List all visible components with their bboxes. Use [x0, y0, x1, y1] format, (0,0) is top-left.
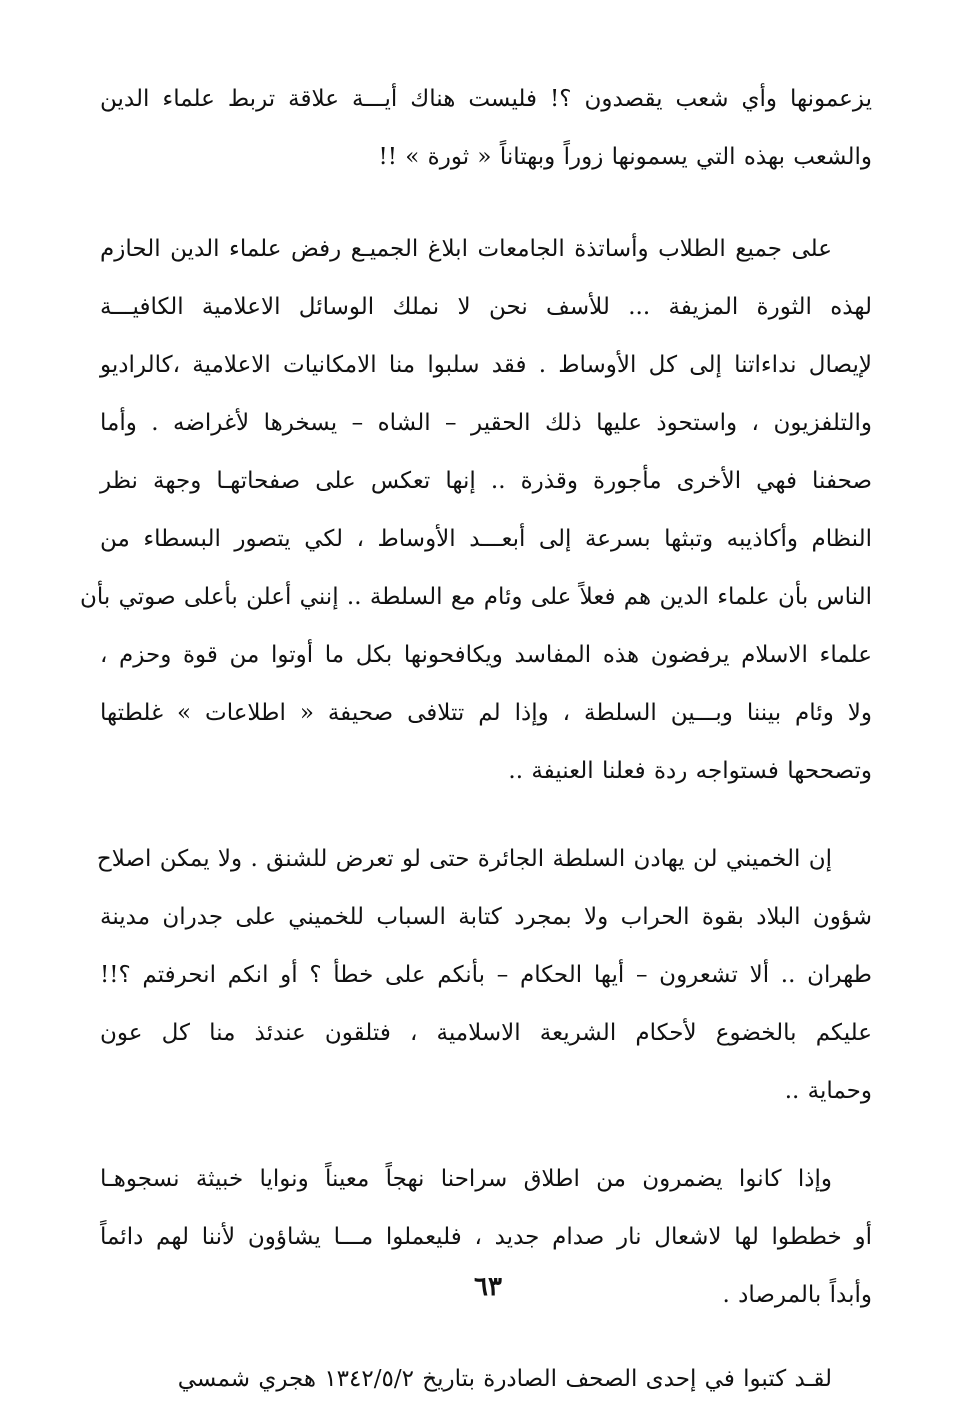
text-line: ولا وئام بيننا وبـــين السلطة ، وإذا لم تتلافى صحيفة « اطلاعات » غلطتها — [100, 700, 872, 726]
text-line: النظام وأكاذيبه وتبثها بسرعة إلى أبعـــد الأوساط ، لكي يتصور البسطاء من — [100, 526, 872, 552]
text-line: أو خططوا لها لاشعال نار صدام جديد ، فليعملوا مـــا يشاؤون لأننا لهم دائماً — [100, 1224, 872, 1250]
text-line: والشعب بهذه التي يسمونها زوراً وبهتاناً « ثورة » !! — [378, 144, 872, 170]
text-line: إن الخميني لن يهادن السلطة الجائرة حتى لو تعرض للشنق . ولا يمكن اصلاح — [96, 846, 832, 872]
text-line: وحماية .. — [784, 1078, 872, 1104]
text-line: عليكم بالخضوع لأحكام الشريعة الاسلامية ، فتلقون عندئذ منا كل عون — [100, 1020, 872, 1046]
text-line: طهران .. ألا تشعرون – أيها الحكام – بأنكم على خطأ ؟ أو انكم انحرفتم ؟!! — [100, 962, 872, 988]
paragraph-gap — [100, 1120, 872, 1150]
body-text — [80, 70, 872, 1408]
paragraph-gap — [100, 800, 872, 830]
text-line: علماء الاسلام يرفضون هذه المفاسد ويكافحونها بكل ما أوتوا من قوة وحزم ، — [100, 642, 872, 668]
text-line: على جميع الطلاب وأساتذة الجامعات ابلاغ الجميـع رفض علماء الدين الحازم — [100, 236, 832, 262]
paragraph-5 — [100, 1350, 872, 1408]
paragraph-gap — [100, 1324, 872, 1350]
text-line: الناس بأن علماء الدين هم فعلاً على وئام مع السلطة .. إنني أعلن بأعلى صوتي بأن — [80, 584, 872, 610]
text-line: لهذه الثورة المزيفة ... للأسف نحن لا نملك الوسائل الاعلامية الكافيـــة — [100, 294, 872, 320]
page-number: ٦٣ — [474, 1272, 502, 1302]
text-line: وأبداً بالمرصاد . — [722, 1282, 872, 1308]
text-line: والتلفزيون ، واستحوذ عليها ذلك الحقير – الشاه – يسخرها لأغراضه . وأما — [100, 410, 872, 436]
paragraph-2 — [80, 220, 872, 800]
paragraph-1 — [100, 70, 872, 186]
paragraph-3 — [96, 830, 872, 1120]
text-line: وتصححها فستواجه ردة فعلنا العنيفة .. — [508, 758, 872, 784]
text-line: يزعمونها وأي شعب يقصدون ؟! فليست هناك أيـــة علاقة تربط علماء الدين — [100, 86, 872, 112]
text-line: لقـد كتبوا في إحدى الصحف الصادرة بتاريخ ١٣٤٢/٥/٢ هجري شمسي — [177, 1366, 832, 1392]
text-line: شؤون البلاد بقوة الحراب ولا بمجرد كتابة السباب للخميني على جدران مدينة — [100, 904, 872, 930]
text-line: وإذا كانوا يضمرون من اطلاق سراحنا نهجاً معيناً ونوايا خبيثة نسجوهـا — [100, 1166, 832, 1192]
text-line: صحفنا فهي الأخرى مأجورة وقذرة .. إنها تعكس على صفحاتهـا وجهة نظر — [100, 468, 872, 494]
text-line: لإيصال نداءاتنا إلى كل الأوساط . فقد سلبوا منا الامكانيات الاعلامية ،كالراديو — [100, 352, 872, 378]
paragraph-gap — [100, 186, 872, 220]
